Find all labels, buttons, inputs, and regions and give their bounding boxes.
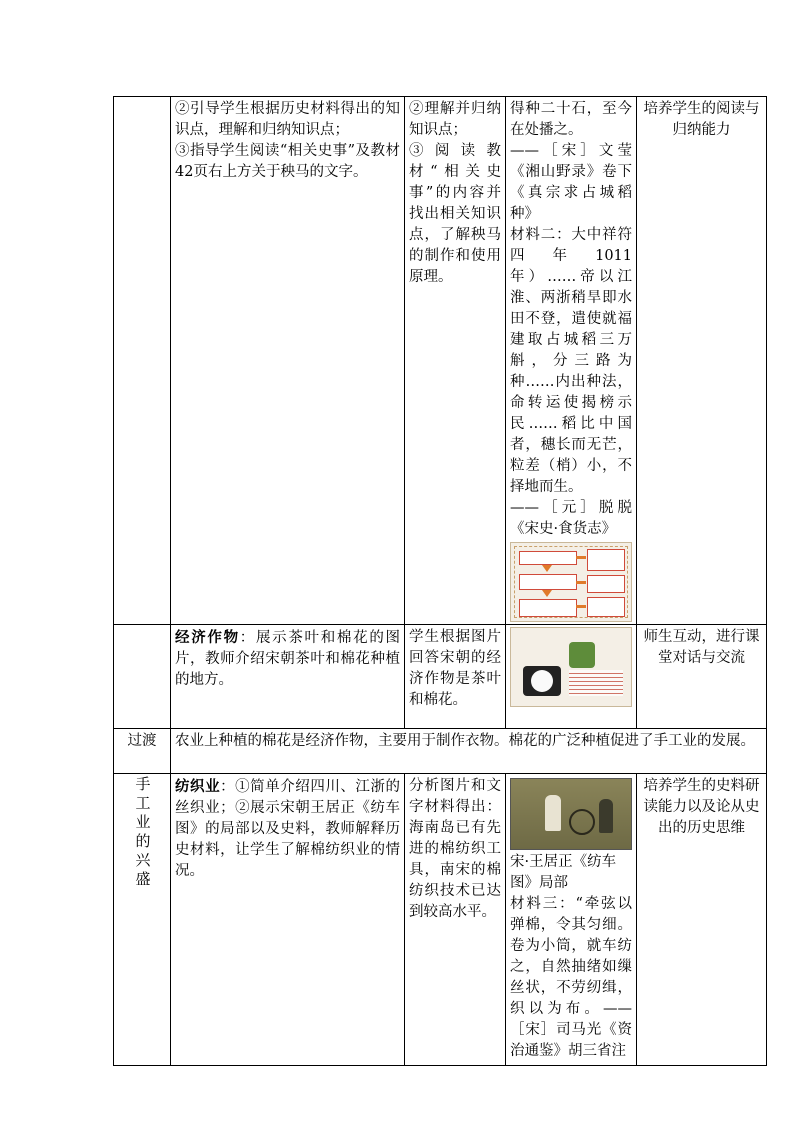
transition-cell xyxy=(171,729,767,774)
material-source: ——［宋］文莹《湘山野录》卷下《真宗求占城稻种》 xyxy=(510,143,632,222)
activity-title: 纺织业 xyxy=(175,778,221,795)
grain-crop-slide-image xyxy=(510,542,632,622)
material-two: 材料二：大中祥符四年1011年）……帝以江淮、两浙稍旱即水田不登，遣使就福建取占城稻三万斛，分三路为种……内出种法，命转运使揭榜示民……稻比中国者，穗长而无芒，粒差（梢）小，不择地而生。 xyxy=(510,227,632,495)
design-intent-text: 培养学生的史料研读能力以及论从史出的历史思维 xyxy=(643,778,760,836)
design-intent-cell xyxy=(637,97,767,625)
activity-description: ：①简单介绍四川、江浙的丝织业；②展示宋朝王居正《纺车图》的局部以及史料，教师解释历史材料，让学生了解棉纺织业的情况。 xyxy=(175,779,401,879)
teacher-activity-cell xyxy=(171,625,405,729)
table-row xyxy=(114,729,767,774)
student-activity-cell xyxy=(405,774,506,1066)
spinning-wheel-painting-image xyxy=(510,778,632,850)
economic-crops-slide-image xyxy=(510,627,632,707)
material-text: 得种二十石，至今在处播之。 xyxy=(510,101,632,138)
teacher-activity-step2: ②引导学生根据历史材料得出的知识点，理解和归纳知识点； xyxy=(175,101,400,138)
student-activity-cell xyxy=(405,97,506,625)
activity-title: 经济作物 xyxy=(175,629,240,646)
table-row xyxy=(114,774,767,1066)
student-activity-text: 分析图片和文字材料得出：海南岛已有先进的棉纺织工具，南宋的棉纺织技术已达到较高水平。 xyxy=(409,778,501,920)
stage-cell-empty xyxy=(114,97,171,625)
teacher-activity-cell xyxy=(171,774,405,1066)
stage-label: 过渡 xyxy=(127,733,157,749)
lesson-plan-table xyxy=(113,96,767,1066)
table-row xyxy=(114,625,767,729)
painting-caption: 宋·王居正《纺车图》局部 xyxy=(510,854,617,891)
teacher-activity-cell xyxy=(171,97,405,625)
material-three: 材料三：“牵弦以弹棉，令其匀细。卷为小筒，就车纺之，自然抽绪如缫丝状，不劳纫缉，织以为布。——［宋］司马光《资治通鉴》胡三省注 xyxy=(510,896,632,1059)
student-activity-text: 学生根据图片回答宋朝的经济作物是茶叶和棉花。 xyxy=(409,629,501,708)
student-activity-step3: ③阅读教材“相关史事”的内容并找出相关知识点，了解秧马的制作和使用原理。 xyxy=(409,143,501,285)
stage-cell xyxy=(114,774,171,1066)
stage-label: 手工业的兴盛 xyxy=(133,776,152,890)
design-intent-text: 培养学生的阅读与归纳能力 xyxy=(643,101,760,138)
student-activity-step2: ②理解并归纳知识点； xyxy=(409,101,501,138)
design-intent-cell xyxy=(637,625,767,729)
student-activity-cell xyxy=(405,625,506,729)
material-source: ——［元］脱脱《宋史·食货志》 xyxy=(510,500,632,537)
transition-text: 农业上种植的棉花是经济作物，主要用于制作衣物。棉花的广泛种植促进了手工业的发展。 xyxy=(175,733,755,749)
design-intent-text: 师生互动，进行课堂对话与交流 xyxy=(643,629,760,666)
materials-cell xyxy=(506,774,637,1066)
table-row xyxy=(114,97,767,625)
activity-description: ：展示茶叶和棉花的图片，教师介绍宋朝茶叶和棉花种植的地方。 xyxy=(175,630,401,688)
design-intent-cell xyxy=(637,774,767,1066)
stage-cell xyxy=(114,729,171,774)
teacher-activity-step3: ③指导学生阅读“相关史事”及教材42页右上方关于秧马的文字。 xyxy=(175,143,400,180)
materials-cell xyxy=(506,97,637,625)
materials-cell xyxy=(506,625,637,729)
stage-cell-empty xyxy=(114,625,171,729)
